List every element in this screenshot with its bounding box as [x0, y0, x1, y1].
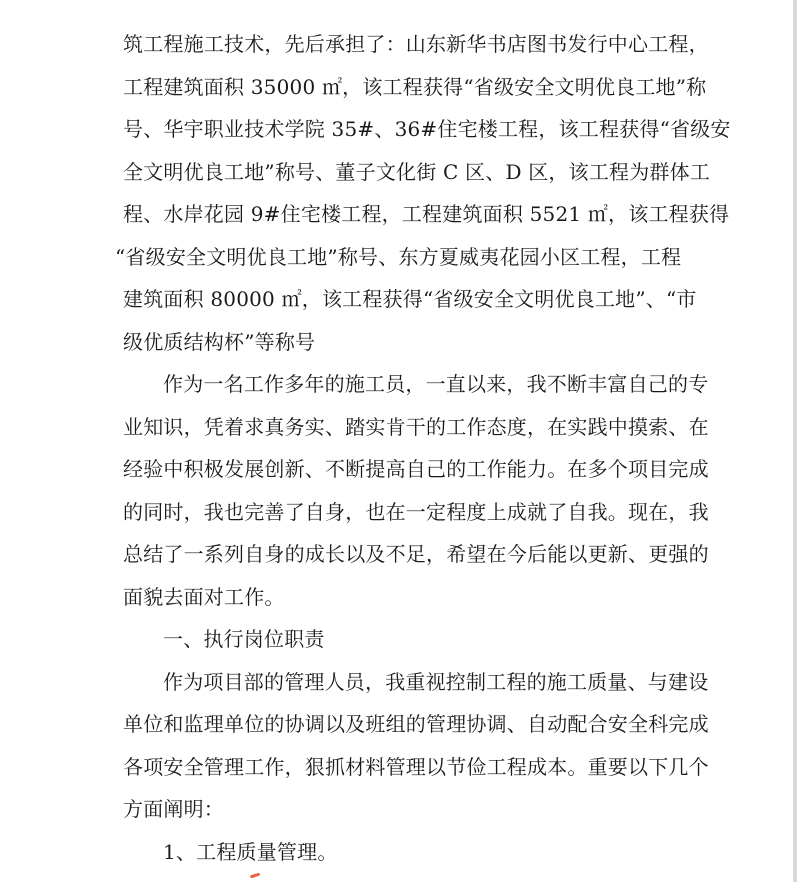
text-line: 筑工程施工技术，先后承担了：山东新华书店图书发行中心工程， [123, 32, 709, 56]
page-edge [793, 0, 797, 882]
text-line: 的同时，我也完善了自身，也在一定程度上成就了自我。现在，我 [123, 500, 709, 524]
text-line: “省级安全文明优良工地”称号、东方夏威夷花园小区工程，工程 [115, 245, 682, 269]
subsection-heading: 1、工程质量管理。 [163, 840, 338, 864]
text-line: 号、华宇职业技术学院 35#、36#住宅楼工程，该工程获得“省级安 [123, 117, 731, 141]
text-line: 各项安全管理工作，狠抓材料管理以节俭工程成本。重要以下几个 [123, 755, 709, 779]
text-line: 总结了一系列自身的成长以及不足，希望在今后能以更新、更强的 [123, 542, 709, 566]
text-line: 程、水岸花园 9#住宅楼工程，工程建筑面积 5521 ㎡，该工程获得 [123, 202, 730, 226]
text-line: 业知识，凭着求真务实、踏实肯干的工作态度，在实践中摸索、在 [123, 415, 709, 439]
text-line: 级优质结构杯”等称号 [123, 330, 316, 354]
text-line: 全文明优良工地”称号、董子文化街 C 区、D 区，该工程为群体工 [123, 160, 711, 184]
text-line: 方面阐明： [123, 797, 224, 821]
text-line: 经验中积极发展创新、不断提高自己的工作能力。在多个项目完成 [123, 457, 709, 481]
section-heading: 一、执行岗位职责 [163, 627, 325, 651]
text-line: 工程建筑面积 35000 ㎡，该工程获得“省级安全文明优良工地”称 [123, 75, 707, 99]
paragraph-first-line: 作为一名工作多年的施工员，一直以来，我不断丰富自己的专 [163, 372, 709, 396]
text-line: 单位和监理单位的协调以及班组的管理协调、自动配合安全科完成 [123, 712, 709, 736]
text-line: 面貌去面对工作。 [123, 585, 285, 609]
text-line: 建筑面积 80000 ㎡，该工程获得“省级安全文明优良工地”、“市 [123, 287, 697, 311]
annotation-mark [250, 873, 260, 879]
paragraph-first-line: 作为项目部的管理人员，我重视控制工程的施工质量、与建设 [163, 670, 709, 694]
